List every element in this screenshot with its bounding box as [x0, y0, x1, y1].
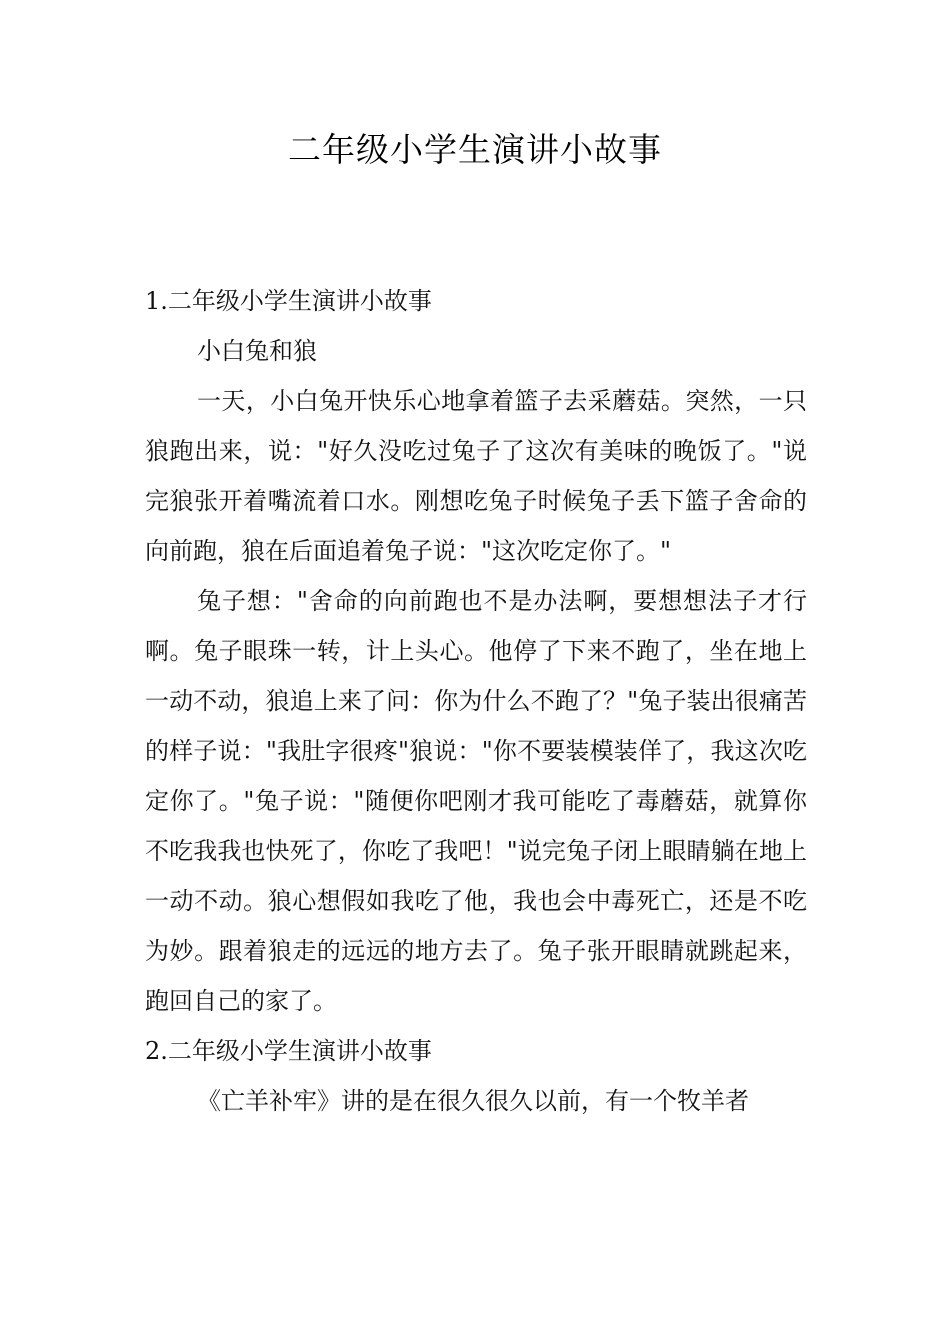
paragraph: 《亡羊补牢》讲的是在很久很久以前，有一个牧羊者	[197, 1087, 749, 1115]
section-heading-2: 2.二年级小学生演讲小故事	[145, 1037, 432, 1065]
section-heading-1: 1.二年级小学生演讲小故事	[145, 287, 432, 315]
page-title: 二年级小学生演讲小故事	[288, 130, 662, 169]
document-body	[145, 276, 807, 1126]
paragraph: 兔子想："舍命的向前跑也不是办法啊，要想想法子才行啊。兔子眼珠一转，计上头心。他停了下来不跑了，坐在地上一动不动，狼追上来了问：你为什么不跑了？"兔子装出很痛苦的样子说："我肚字很疼"狼说："你不要装模装佯了，我这次吃定你了。"兔子说："随便你吧刚才我可能吃了毒蘑菇，就算你不吃我我也快死了，你吃了我吧！"说完兔子闭上眼睛躺在地上一动不动。狼心想假如我吃了他，我也会中毒死亡，还是不吃为妙。跟着狼走的远远的地方去了。兔子张开眼睛就跳起来，跑回自己的家了。	[145, 587, 807, 1015]
story-title: 小白兔和狼	[197, 337, 317, 365]
paragraph: 一天，小白兔开快乐心地拿着篮子去采蘑菇。突然，一只狼跑出来，说："好久没吃过兔子了这次有美味的晚饭了。"说完狼张开着嘴流着口水。刚想吃兔子时候兔子丢下篮子舍命的向前跑，狼在后面追着兔子说："这次吃定你了。"	[145, 387, 807, 565]
